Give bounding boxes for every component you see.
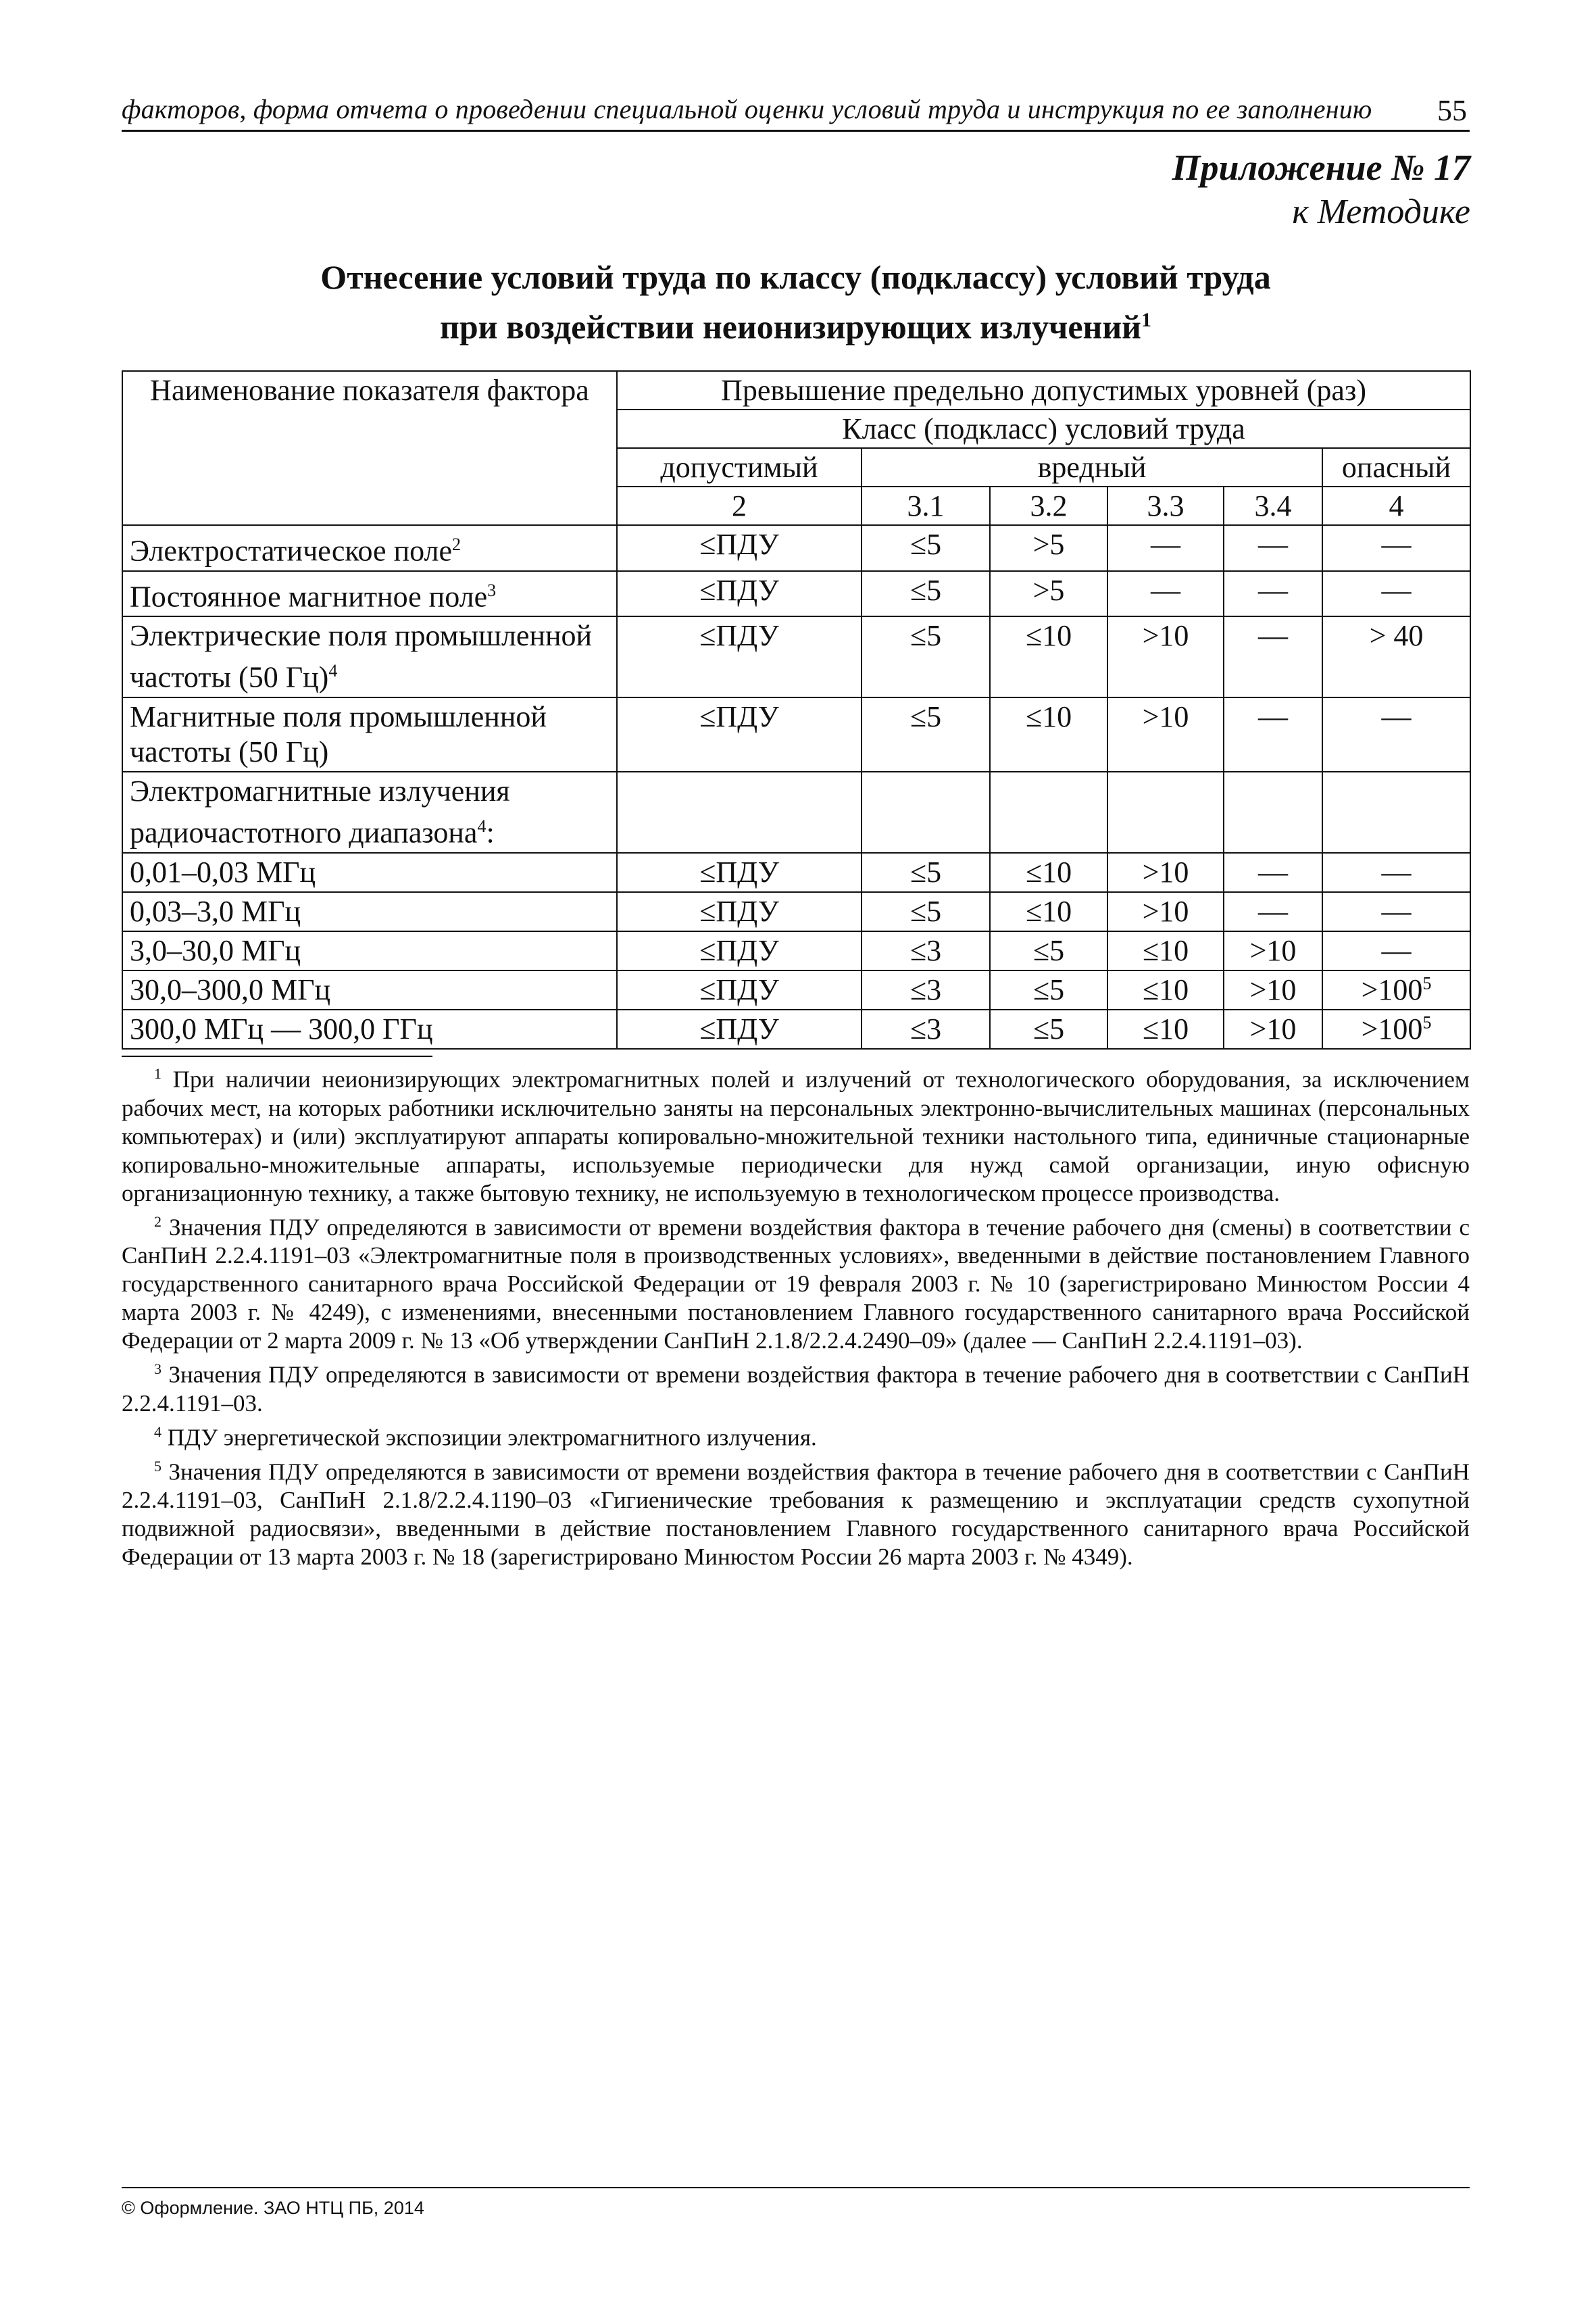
- appendix-reference: к Методике: [1292, 193, 1470, 231]
- table-row: [122, 853, 1470, 892]
- class-code: 4: [1322, 487, 1470, 525]
- factor-name: 300,0 МГц — 300,0 ГГц: [130, 1012, 433, 1045]
- value-text: ≤ПДУ: [699, 855, 779, 889]
- value-cell: [1224, 853, 1322, 892]
- value-text: >100: [1361, 973, 1423, 1006]
- value-cell: [1224, 571, 1322, 617]
- value-cell: [617, 931, 862, 970]
- value-cell: [1107, 571, 1224, 617]
- value-cell: [1107, 970, 1224, 1010]
- value-cell: [990, 571, 1107, 617]
- value-text: >10: [1142, 855, 1189, 889]
- header-factor-name: Наименование показателя фактора: [122, 371, 617, 525]
- value-text: ≤10: [1025, 894, 1072, 928]
- value-text: ≤5: [909, 894, 942, 928]
- footnote-text: Значения ПДУ определяются в зависимости от времени воздействия фактора в течение рабочего дня (смены) в соответствии с СанПиН 2.2.4.1191–03 «Электромагнитные поля в производственных условиях», введенными в действие постановлением Главного государственного санитарного врача Российской Федерации от 19 февраля 2003 г. № 10 (зарегистрировано Минюстом России 4 марта 2003 г. № 4249), с изменениями, внесенными постановлением Главного государственного санитарного врача Российской Федерации от 2 марта 2009 г. № 13 «Об утверждении СанПиН 2.1.8/2.2.4.2490–09» (далее — СанПиН 2.2.4.1191–03).: [122, 1214, 1470, 1354]
- value-cell: [1107, 616, 1224, 697]
- value-cell: [862, 1010, 990, 1049]
- value-text: >10: [1249, 973, 1297, 1006]
- factor-name: Электростатическое поле: [130, 534, 453, 568]
- value-cell: [862, 892, 990, 931]
- value-cell: [990, 931, 1107, 970]
- value-text: ≤10: [1142, 973, 1189, 1006]
- footnote: [122, 1355, 1470, 1418]
- value-cell: [1322, 892, 1470, 931]
- value-text: >10: [1142, 894, 1189, 928]
- class-code: 3.3: [1107, 487, 1224, 525]
- factor-name: 3,0–30,0 МГц: [130, 933, 301, 967]
- page-number: 55: [1437, 94, 1467, 127]
- table-row: [122, 772, 1470, 853]
- value-cell: [862, 970, 990, 1010]
- footnote: [122, 1452, 1470, 1572]
- value-text: —: [1151, 573, 1180, 607]
- value-text: ≤ПДУ: [699, 894, 779, 928]
- value-text: —: [1258, 619, 1288, 653]
- value-text: ≤5: [909, 573, 942, 607]
- value-text: ≤3: [909, 933, 942, 967]
- header-group-harmful: вредный: [862, 448, 1322, 487]
- value-cell: [1224, 772, 1322, 853]
- value-text: —: [1381, 699, 1412, 733]
- value-cell: [1322, 772, 1470, 853]
- footnote-mark: 4: [328, 661, 338, 681]
- value-cell: [1224, 1010, 1322, 1049]
- value-cell: [990, 853, 1107, 892]
- value-cell: [617, 853, 862, 892]
- value-text: >100: [1361, 1012, 1423, 1045]
- appendix-number: Приложение № 17: [1172, 147, 1470, 188]
- value-cell: [1224, 525, 1322, 571]
- value-cell: [862, 525, 990, 571]
- value-text: ≤5: [909, 619, 942, 653]
- value-cell: [1107, 853, 1224, 892]
- factor-name: 0,03–3,0 МГц: [130, 894, 301, 928]
- value-cell: [1322, 970, 1470, 1010]
- title-line-1: Отнесение условий труда по классу (подклассу) условий труда: [320, 258, 1271, 296]
- footnote-number: 4: [154, 1423, 161, 1440]
- running-header: [122, 88, 1470, 132]
- value-text: —: [1151, 528, 1180, 561]
- value-text: —: [1381, 894, 1412, 928]
- appendix-label: [1172, 145, 1470, 235]
- footnote-text: Значения ПДУ определяются в зависимости от времени воздействия фактора в течение рабочего дня в соответствии с СанПиН 2.2.4.1191–03.: [122, 1361, 1470, 1417]
- value-cell: [862, 853, 990, 892]
- value-text: ≤5: [1032, 933, 1065, 967]
- class-code: 2: [617, 487, 862, 525]
- table-row: [122, 571, 1470, 617]
- value-cell: [1224, 616, 1322, 697]
- value-text: ≤ПДУ: [699, 933, 779, 967]
- value-cell: [990, 616, 1107, 697]
- value-text: >10: [1142, 699, 1189, 733]
- value-cell: [617, 772, 862, 853]
- value-cell: [1322, 931, 1470, 970]
- header-group-dangerous: опасный: [1322, 448, 1470, 487]
- table-row: [122, 616, 1470, 697]
- factor-name-cell: [122, 892, 617, 931]
- header-exceed: Превышение предельно допустимых уровней (раз): [617, 371, 1470, 410]
- value-cell: [990, 970, 1107, 1010]
- value-text: —: [1381, 933, 1412, 967]
- value-text: ≤10: [1142, 1012, 1189, 1045]
- value-text: >5: [1032, 528, 1065, 561]
- value-cell: [1107, 1010, 1224, 1049]
- value-text: —: [1258, 699, 1288, 733]
- footnote-text: При наличии неионизирующих электромагнитных полей и излучений от технологического оборудования, за исключением рабочих мест, на которых работники исключительно заняты на персональных электронно-вычислительных машинах (персональных компьютерах) и (или) эксплуатируют аппараты копировально-множительной техники настольного типа, единичные стационарные копировально-множительные аппараты, используемые периодически для нужд самой организации, иную офисную организационную технику, а также бытовую технику, не используемую в технологическом процессе производства.: [122, 1066, 1470, 1206]
- footnote-rule: [122, 1056, 432, 1057]
- title-line-2: [122, 299, 1470, 349]
- value-cell: [1224, 931, 1322, 970]
- value-text: ≤5: [1032, 1012, 1065, 1045]
- table-head: [122, 371, 1470, 525]
- value-text: ≤10: [1142, 933, 1189, 967]
- factor-name: 0,01–0,03 МГц: [130, 855, 316, 889]
- value-text: —: [1381, 573, 1412, 607]
- table-row: [122, 931, 1470, 970]
- value-cell: [1107, 772, 1224, 853]
- footer-copyright: © Оформление. ЗАО НТЦ ПБ, 2014: [122, 2198, 424, 2218]
- value-cell: [1322, 616, 1470, 697]
- value-cell: [862, 697, 990, 772]
- value-cell: [1322, 571, 1470, 617]
- value-text: ≤ПДУ: [699, 573, 779, 607]
- value-text: ≤5: [909, 699, 942, 733]
- value-cell: [617, 616, 862, 697]
- value-cell: [617, 525, 862, 571]
- value-text: ≤5: [909, 528, 942, 561]
- footnote-mark: 3: [487, 580, 497, 600]
- value-cell: [990, 772, 1107, 853]
- factor-name: Постоянное магнитное поле: [130, 580, 488, 614]
- header-group-allowed: допустимый: [617, 448, 862, 487]
- table-row: [122, 892, 1470, 931]
- value-cell: [1322, 1010, 1470, 1049]
- footnote-mark: 5: [1422, 973, 1432, 993]
- value-text: ≤10: [1025, 699, 1072, 733]
- value-cell: [1107, 931, 1224, 970]
- table-row: [122, 970, 1470, 1010]
- value-text: >10: [1142, 619, 1189, 653]
- value-text: ≤10: [1025, 619, 1072, 653]
- value-text: >5: [1032, 573, 1065, 607]
- value-cell: [990, 525, 1107, 571]
- value-cell: [1107, 697, 1224, 772]
- footnote-mark: 5: [1422, 1012, 1432, 1032]
- value-text: ≤ПДУ: [699, 619, 779, 653]
- value-text: ≤ПДУ: [699, 1012, 779, 1045]
- value-cell: [617, 892, 862, 931]
- value-cell: [1107, 892, 1224, 931]
- value-cell: [1322, 853, 1470, 892]
- value-cell: [862, 571, 990, 617]
- table-row: [122, 697, 1470, 772]
- footnote-mark: 4: [477, 816, 487, 836]
- value-text: —: [1381, 528, 1412, 561]
- table-row: [122, 1010, 1470, 1049]
- factor-name-cell: [122, 616, 617, 697]
- table-body: [122, 525, 1470, 1049]
- value-cell: [1224, 697, 1322, 772]
- value-text: ≤10: [1025, 855, 1072, 889]
- factor-name: 30,0–300,0 МГц: [130, 973, 331, 1006]
- factor-name: Электромагнитные излучения радиочастотного диапазона: [130, 774, 510, 850]
- footnote: [122, 1060, 1470, 1208]
- value-cell: [1322, 697, 1470, 772]
- factor-name-cell: [122, 772, 617, 853]
- value-text: ≤ПДУ: [699, 528, 779, 561]
- factor-name: Магнитные поля промышленной частоты (50 Гц): [130, 699, 547, 768]
- value-text: —: [1381, 855, 1412, 889]
- value-text: ≤5: [909, 855, 942, 889]
- value-text: —: [1258, 855, 1288, 889]
- factor-name: Электрические поля промышленной частоты (50 Гц): [130, 619, 593, 694]
- value-text: >10: [1249, 1012, 1297, 1045]
- footnote: [122, 1208, 1470, 1356]
- class-code: 3.1: [862, 487, 990, 525]
- factor-name-cell: [122, 697, 617, 772]
- value-text: ≤ПДУ: [699, 973, 779, 1006]
- title-footnote-mark: 1: [1141, 309, 1151, 331]
- value-text: ≤3: [909, 1012, 942, 1045]
- value-text: >10: [1249, 933, 1297, 967]
- factor-name-suffix: :: [486, 816, 495, 850]
- footnote-number: 2: [154, 1212, 161, 1230]
- title-line-2-text: при воздействии неионизирующих излучений: [440, 307, 1141, 346]
- table-row: [122, 525, 1470, 571]
- header-class: Класс (подкласс) условий труда: [617, 410, 1470, 448]
- value-text: —: [1258, 528, 1288, 561]
- footnote: [122, 1418, 1470, 1452]
- value-text: —: [1258, 894, 1288, 928]
- footnote-number: 3: [154, 1360, 161, 1378]
- table-title: [122, 255, 1470, 349]
- value-cell: [862, 931, 990, 970]
- value-text: ≤5: [1032, 973, 1065, 1006]
- value-cell: [1107, 525, 1224, 571]
- value-cell: [862, 616, 990, 697]
- value-cell: [617, 1010, 862, 1049]
- class-code: 3.2: [990, 487, 1107, 525]
- footer-rule: [122, 2187, 1470, 2188]
- value-cell: [990, 892, 1107, 931]
- factor-name-cell: [122, 853, 617, 892]
- factor-name-cell: [122, 970, 617, 1010]
- running-title: факторов, форма отчета о проведении специальной оценки условий труда и инструкция по ее заполнению: [122, 94, 1372, 124]
- factor-name-cell: [122, 525, 617, 571]
- footnote-text: ПДУ энергетической экспозиции электромагнитного излучения.: [167, 1424, 817, 1451]
- value-cell: [862, 772, 990, 853]
- factor-name-cell: [122, 931, 617, 970]
- footnote-number: 1: [154, 1065, 161, 1082]
- value-cell: [990, 1010, 1107, 1049]
- footnote-number: 5: [154, 1457, 161, 1475]
- value-text: ≤ПДУ: [699, 699, 779, 733]
- value-cell: [1224, 892, 1322, 931]
- factor-name-cell: [122, 571, 617, 617]
- value-cell: [617, 970, 862, 1010]
- value-cell: [1322, 525, 1470, 571]
- footnote-mark: 2: [452, 535, 462, 554]
- factor-name-cell: [122, 1010, 617, 1049]
- value-cell: [990, 697, 1107, 772]
- value-cell: [617, 697, 862, 772]
- class-code: 3.4: [1224, 487, 1322, 525]
- classification-table: [122, 370, 1471, 1050]
- footnotes: [122, 1060, 1470, 1571]
- value-cell: [617, 571, 862, 617]
- value-cell: [1224, 970, 1322, 1010]
- value-text: —: [1258, 573, 1288, 607]
- value-text: ≤3: [909, 973, 942, 1006]
- footnote-text: Значения ПДУ определяются в зависимости от времени воздействия фактора в течение рабочего дня в соответствии с СанПиН 2.2.4.1191–03, СанПиН 2.1.8/2.2.4.1190–03 «Гигиенические требования к размещению и эксплуатации средств сухопутной подвижной радиосвязи», введенными в действие постановлением Главного государственного санитарного врача Российской Федерации от 13 марта 2003 г. № 18 (зарегистрировано Минюстом России 26 марта 2003 г. № 4349).: [122, 1458, 1470, 1571]
- value-text: > 40: [1369, 619, 1424, 653]
